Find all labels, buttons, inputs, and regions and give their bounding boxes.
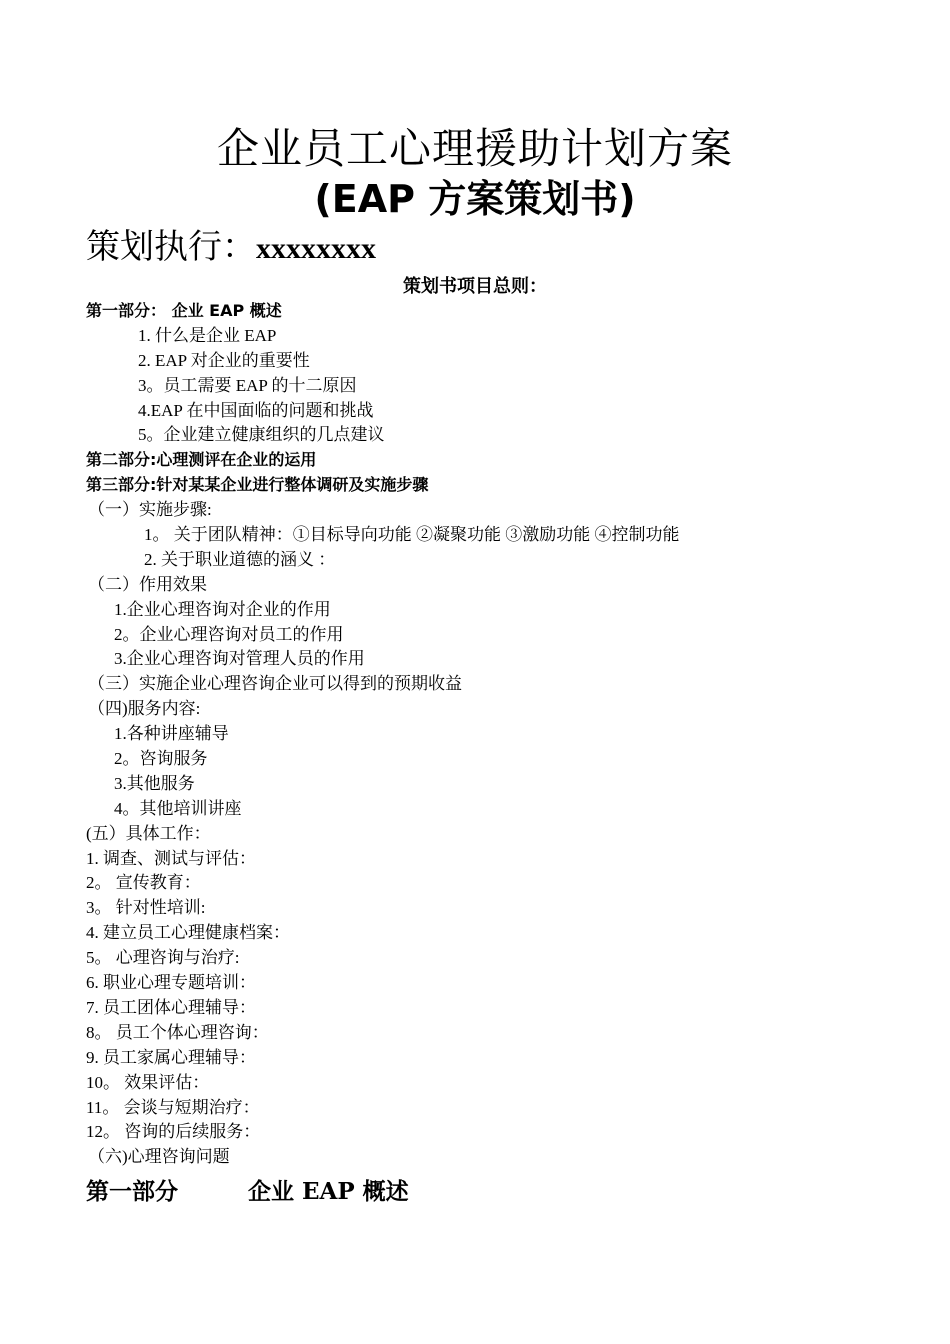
toc-item: 1.各种讲座辅导 (114, 724, 229, 744)
part-one-heading (86, 1178, 409, 1206)
toc-item: 5。企业建立健康组织的几点建议 (138, 425, 385, 445)
section-heading: 策划书项目总则： (403, 276, 547, 297)
toc-item: 3.其他服务 (114, 773, 195, 793)
toc-item: 12。 咨询的后续服务： (86, 1122, 261, 1142)
toc-item: 2。咨询服务 (114, 749, 208, 769)
toc-item: 9. 员工家属心理辅导： (86, 1047, 256, 1067)
toc-item: 7. 员工团体心理辅导： (86, 997, 256, 1017)
part-one-label: 第一部分 (86, 1178, 178, 1205)
toc-item: 10。 效果评估： (86, 1072, 210, 1092)
toc-item: （四)服务内容: (88, 699, 201, 719)
toc-item: 8。 员工个体心理咨询： (86, 1022, 269, 1042)
toc-item: （一）实施步骤: (88, 500, 212, 520)
toc-item: 1。 关于团队精神：①目标导向功能 ②凝聚功能 ③激励功能 ④控制功能 (144, 525, 680, 545)
toc-item: 3.企业心理咨询对管理人员的作用 (114, 649, 365, 669)
toc-item: 5。 心理咨询与治疗: (86, 948, 240, 968)
executor-line (86, 227, 376, 267)
toc-item: 4。其他培训讲座 (114, 798, 242, 818)
toc-item: 6. 职业心理专题培训： (86, 973, 256, 993)
toc-heading: 第三部分:针对某某企业进行整体调研及实施步骤 (86, 475, 429, 495)
toc-heading: 第二部分:心理测评在企业的运用 (86, 450, 317, 470)
toc-item: （三）实施企业心理咨询企业可以得到的预期收益 (88, 674, 462, 694)
executor-value: xxxxxxxx (256, 232, 376, 265)
toc-item: （二）作用效果 (88, 574, 207, 594)
toc-item: (五）具体工作： (86, 823, 211, 843)
toc-item: 1.企业心理咨询对企业的作用 (114, 599, 331, 619)
toc-item: 2。企业心理咨询对员工的作用 (114, 624, 344, 644)
table-of-contents (86, 299, 926, 1170)
toc-item: 4. 建立员工心理健康档案： (86, 923, 290, 943)
executor-label: 策划执行： (86, 227, 256, 267)
toc-item: 2. EAP 对企业的重要性 (138, 350, 310, 370)
toc-item: 4.EAP 在中国面临的问题和挑战 (138, 400, 374, 420)
toc-item: 3。 针对性培训: (86, 898, 206, 918)
toc-heading: 第一部分： 企业 EAP 概述 (86, 301, 282, 320)
toc-item: 2。 宣传教育： (86, 873, 201, 893)
toc-item: 2. 关于职业道德的涵义 ： (144, 549, 336, 569)
toc-item: 11。 会谈与短期治疗： (86, 1097, 260, 1117)
part-one-title: 企业 EAP 概述 (248, 1178, 409, 1205)
document-title: 企业员工心理援助计划方案 (216, 124, 733, 173)
toc-item: 3。员工需要 EAP 的十二原因 (138, 375, 357, 395)
document-subtitle: (EAP 方案策划书) (314, 177, 636, 221)
toc-item: （六)心理咨询问题 (88, 1147, 230, 1167)
toc-item: 1. 调查、测试与评估： (86, 848, 256, 868)
toc-item: 1. 什么是企业 EAP (138, 325, 277, 345)
